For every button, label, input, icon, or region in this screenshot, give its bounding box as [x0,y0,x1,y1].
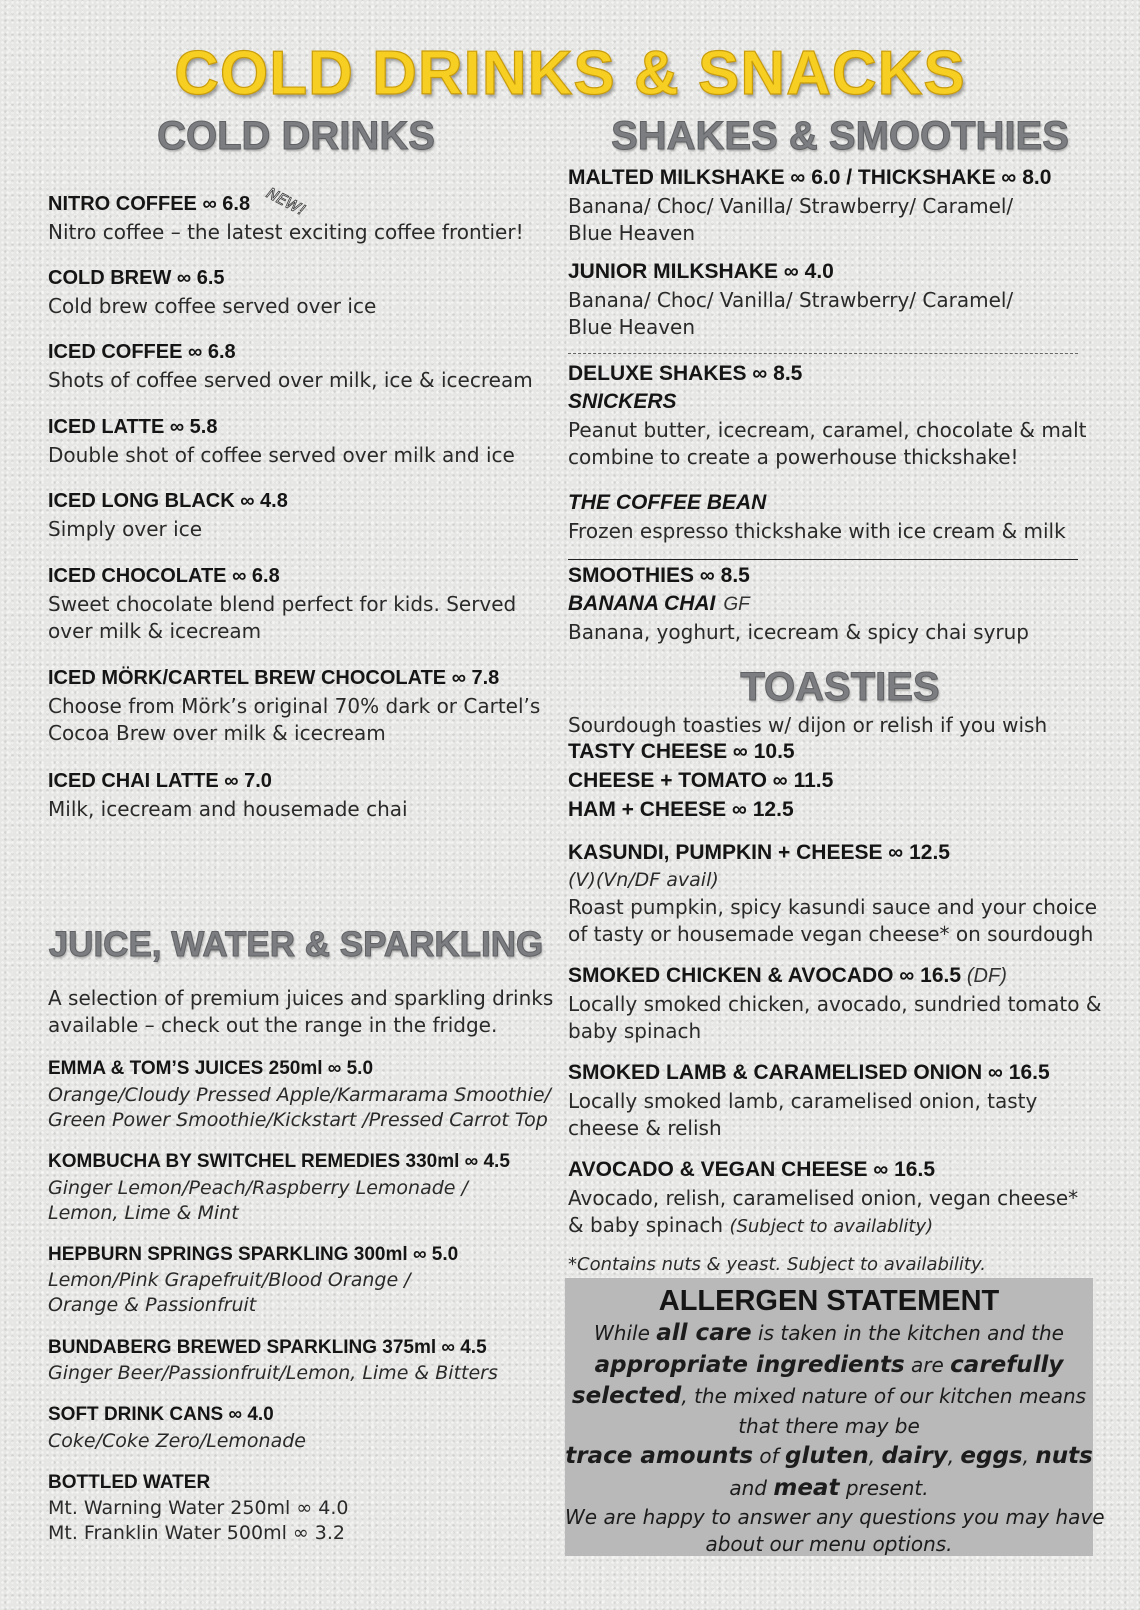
availability-note: (Subject to availablity) [729,1216,934,1237]
soft-drink-desc: Coke/Coke Zero/Lemonade [48,1430,306,1452]
iced-mork-title: ICED MÖRK/CARTEL BREW CHOCOLATE ∞ 7.8 [48,667,500,689]
junior-milkshake-desc-1: Banana/ Choc/ Vanilla/ Strawberry/ Caramel/ [568,288,1014,312]
banana-chai-title [568,591,750,618]
iced-long-black-desc: Simply over ice [48,517,202,541]
coffee-bean-desc: Frozen espresso thickshake with ice cream & milk [568,519,1066,543]
al-comma-1: , [868,1444,876,1468]
tasty-cheese-title: TASTY CHEESE ∞ 10.5 [568,740,795,763]
cheese-tomato-title: CHEESE + TOMATO ∞ 11.5 [568,769,834,792]
al-of: of [759,1444,779,1468]
ham-cheese-title: HAM + CHEESE ∞ 12.5 [568,798,794,821]
snickers-desc-2: combine to create a powerhouse thickshake! [568,445,1019,469]
al-l1a: While [594,1321,650,1345]
hepburn-title: HEPBURN SPRINGS SPARKLING 300ml ∞ 5.0 [48,1244,459,1265]
iced-chai-desc: Milk, icecream and housemade chai [48,797,408,821]
hepburn-desc-2: Orange & Passionfruit [48,1294,257,1316]
kasundi-desc-2: of tasty or housemade vegan cheese* on sourdough [568,922,1094,946]
iced-chai-title: ICED CHAI LATTE ∞ 7.0 [48,770,272,792]
kombucha-desc-2: Lemon, Lime & Mint [48,1202,239,1224]
water-mt-warning: Mt. Warning Water 250ml ∞ 4.0 [48,1497,349,1519]
smoked-lamb-desc-2: cheese & relish [568,1116,722,1140]
iced-coffee-desc: Shots of coffee served over milk, ice & icecream [48,368,533,392]
al-trace-amounts: trace amounts [565,1443,754,1469]
nuts-footnote: *Contains nuts & yeast. Subject to availability. [568,1254,986,1275]
water-mt-franklin: Mt. Franklin Water 500ml ∞ 3.2 [48,1522,345,1544]
new-badge: NEW! [263,184,309,220]
divider-solid [568,559,1078,560]
al-selected: selected [571,1383,682,1409]
smoked-chicken-desc-2: baby spinach [568,1019,702,1043]
cold-brew-title: COLD BREW ∞ 6.5 [48,267,225,289]
allergen-line-7: We are happy to answer any questions you may have [565,1505,1105,1529]
juice-intro-1: A selection of premium juices and sparkling drinks [48,986,554,1010]
kasundi-note: (V)(Vn/DF avail) [568,869,719,891]
malted-milkshake-desc-2: Blue Heaven [568,221,696,245]
al-comma-3: , [1022,1444,1029,1468]
kasundi-desc-1: Roast pumpkin, spicy kasundi sauce and your choice [568,895,1098,919]
nitro-coffee-title: NITRO COFFEE ∞ 6.8 [48,193,251,215]
al-nuts: nuts [1035,1443,1093,1469]
smoked-chicken-title [568,963,1007,989]
cold-brew-desc: Cold brew coffee served over ice [48,294,377,318]
iced-chocolate-desc-1: Sweet chocolate blend perfect for kids. Served [48,592,517,616]
smoked-lamb-desc-1: Locally smoked lamb, caramelised onion, tasty [568,1089,1038,1113]
junior-milkshake-desc-2: Blue Heaven [568,315,696,339]
emma-toms-desc-1: Orange/Cloudy Pressed Apple/Karmarama Smoothie/ [48,1084,551,1106]
allergen-line-1 [565,1318,1093,1349]
iced-latte-title: ICED LATTE ∞ 5.8 [48,416,218,438]
bundaberg-title: BUNDABERG BREWED SPARKLING 375ml ∞ 4.5 [48,1337,487,1358]
al-eggs: eggs [960,1443,1023,1469]
junior-milkshake-title: JUNIOR MILKSHAKE ∞ 4.0 [568,260,834,283]
toasties-intro: Sourdough toasties w/ dijon or relish if you wish [568,713,1048,737]
smoothies-title: SMOOTHIES ∞ 8.5 [568,564,750,587]
allergen-line-4: that there may be [738,1414,920,1438]
iced-latte-desc: Double shot of coffee served over milk and ice [48,443,515,467]
kombucha-title: KOMBUCHA BY SWITCHEL REMEDIES 330ml ∞ 4.5 [48,1151,510,1172]
allergen-line-3 [565,1381,1093,1412]
smoked-chicken-desc-1: Locally smoked chicken, avocado, sundried tomato & [568,992,1102,1016]
al-l2b: are [911,1353,944,1377]
banana-chai-name: BANANA CHAI [568,592,716,615]
kombucha-desc-1: Ginger Lemon/Peach/Raspberry Lemonade / [48,1177,468,1199]
avocado-vegan-desc-1: Avocado, relish, caramelised onion, vegan cheese* [568,1186,1079,1210]
al-all-care: all care [656,1320,752,1346]
nitro-coffee-desc: Nitro coffee – the latest exciting coffee frontier! [48,220,524,244]
al-l3b: , the mixed nature of our kitchen means [681,1384,1087,1408]
allergen-line-8: about our menu options. [705,1532,953,1556]
iced-long-black-title: ICED LONG BLACK ∞ 4.8 [48,490,288,512]
banana-chai-desc: Banana, yoghurt, icecream & spicy chai syrup [568,620,1029,644]
iced-chocolate-desc-2: over milk & icecream [48,619,262,643]
allergen-statement-box [565,1278,1105,1556]
juice-heading: JUICE, WATER & SPARKLING [48,925,544,964]
avocado-vegan-title: AVOCADO & VEGAN CHEESE ∞ 16.5 [568,1158,935,1181]
al-present: present. [845,1476,929,1500]
al-meat: meat [773,1475,840,1501]
al-comma-2: , [947,1444,955,1468]
iced-mork-desc-1: Choose from Mörk’s original 70% dark or Cartel’s [48,694,541,718]
toasties-heading: TOASTIES [740,665,940,709]
juice-intro-2: available – check out the range in the fridge. [48,1013,498,1037]
emma-toms-title: EMMA & TOM’S JUICES 250ml ∞ 5.0 [48,1058,374,1079]
allergen-title: ALLERGEN STATEMENT [658,1285,1000,1317]
bottled-water-title: BOTTLED WATER [48,1472,211,1493]
avocado-vegan-desc-2 [568,1212,933,1240]
snickers-desc-1: Peanut butter, icecream, caramel, chocolate & malt [568,418,1087,442]
malted-milkshake-title: MALTED MILKSHAKE ∞ 6.0 / THICKSHAKE ∞ 8.0 [568,166,1052,189]
df-tag: (DF) [966,965,1007,987]
al-dairy: dairy [881,1443,948,1469]
hepburn-desc-1: Lemon/Pink Grapefruit/Blood Orange / [48,1269,411,1291]
shakes-heading: SHAKES & SMOOTHIES [611,114,1069,158]
allergen-line-2 [565,1349,1093,1381]
al-gluten: gluten [785,1443,869,1469]
deluxe-shakes-title: DELUXE SHAKES ∞ 8.5 [568,362,803,385]
allergen-line-5 [565,1440,1093,1473]
iced-coffee-title: ICED COFFEE ∞ 6.8 [48,341,236,363]
allergen-line-6 [565,1473,1093,1503]
al-l1c: is taken in the kitchen and the [758,1321,1064,1345]
smoked-lamb-title: SMOKED LAMB & CARAMELISED ONION ∞ 16.5 [568,1061,1050,1084]
iced-chocolate-title: ICED CHOCOLATE ∞ 6.8 [48,565,280,587]
al-appropriate-ingredients: appropriate ingredients [594,1352,905,1378]
al-carefully: carefully [950,1352,1064,1378]
divider-dashed [568,353,1078,354]
bundaberg-desc: Ginger Beer/Passionfruit/Lemon, Lime & Bitters [48,1362,498,1384]
al-and: and [729,1476,767,1500]
avocado-vegan-desc-2a: & baby spinach [568,1213,724,1237]
iced-mork-desc-2: Cocoa Brew over milk & icecream [48,721,386,745]
coffee-bean-title: THE COFFEE BEAN [568,491,767,514]
malted-milkshake-desc-1: Banana/ Choc/ Vanilla/ Strawberry/ Caramel/ [568,194,1014,218]
soft-drink-title: SOFT DRINK CANS ∞ 4.0 [48,1404,274,1425]
gf-tag: GF [723,594,750,615]
cold-drinks-heading: COLD DRINKS [157,114,435,158]
page-title: COLD DRINKS & SNACKS [174,39,966,108]
kasundi-title: KASUNDI, PUMPKIN + CHEESE ∞ 12.5 [568,841,950,864]
smoked-chicken-name: SMOKED CHICKEN & AVOCADO ∞ 16.5 [568,964,962,987]
emma-toms-desc-2: Green Power Smoothie/Kickstart /Pressed Carrot Top [48,1109,548,1131]
snickers-title: SNICKERS [568,390,677,413]
